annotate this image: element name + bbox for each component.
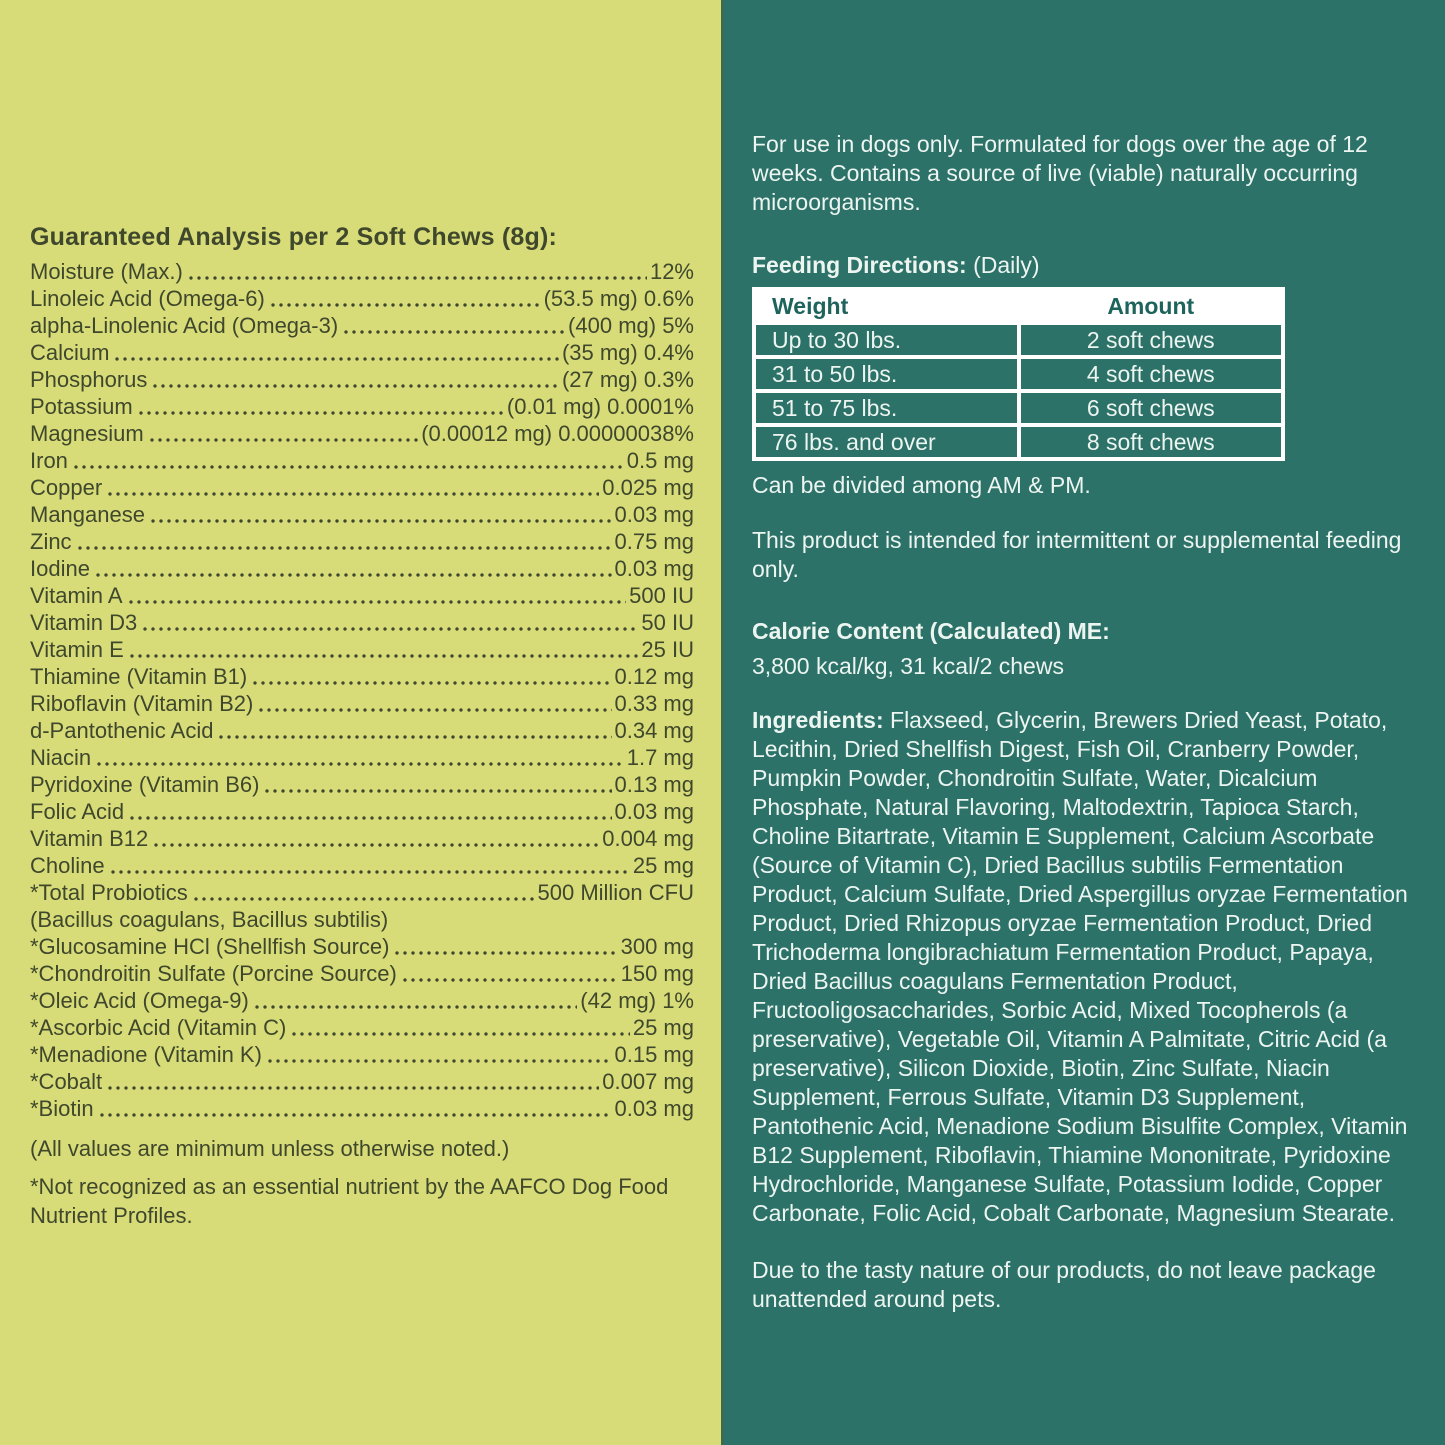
analysis-row xyxy=(30,771,694,798)
analysis-label: Vitamin D3 xyxy=(30,610,138,635)
dotted-leader xyxy=(113,356,558,362)
dotted-leader xyxy=(266,1058,612,1064)
analysis-value: 0.03 mg xyxy=(614,556,694,581)
analysis-label: *Biotin xyxy=(30,1096,94,1121)
dotted-leader xyxy=(109,869,630,875)
table-cell-amount: 2 soft chews xyxy=(1021,325,1282,355)
analysis-label: alpha-Linolenic Acid (Omega-3) xyxy=(30,313,339,338)
analysis-row xyxy=(30,987,694,1014)
table-cell-amount: 8 soft chews xyxy=(1021,427,1282,457)
dotted-leader xyxy=(148,437,419,443)
dotted-leader xyxy=(342,329,565,335)
analysis-row xyxy=(30,879,694,906)
aafco-footnote: *Not recognized as an essential nutrient by the AAFCO Dog Food Nutrient Profiles. xyxy=(30,1174,669,1228)
caution-note: Due to the tasty nature of our products, do not leave package unattended around pets. xyxy=(752,1257,1376,1312)
analysis-row xyxy=(30,744,694,771)
dotted-leader xyxy=(253,1004,577,1010)
dotted-leader xyxy=(257,707,611,713)
dotted-leader xyxy=(217,734,611,740)
analysis-label: Moisture (Max.) xyxy=(30,259,183,284)
analysis-label: *Chondroitin Sulfate (Porcine Source) xyxy=(30,961,397,986)
guaranteed-analysis-list xyxy=(30,258,694,1122)
guaranteed-analysis-title: Guaranteed Analysis per 2 Soft Chews (8g): xyxy=(30,223,558,251)
dotted-leader xyxy=(106,491,599,497)
analysis-value: 150 mg xyxy=(620,961,694,986)
analysis-value: 12% xyxy=(649,259,694,284)
feeding-directions-label: Feeding Directions: xyxy=(752,252,967,278)
analysis-label: *Glucosamine HCl (Shellfish Source) xyxy=(30,934,390,959)
analysis-label: Calcium xyxy=(30,340,110,365)
analysis-label: *Menadione (Vitamin K) xyxy=(30,1042,262,1067)
analysis-label: Potassium xyxy=(30,394,133,419)
analysis-label: Copper xyxy=(30,475,103,500)
analysis-row xyxy=(30,393,694,420)
analysis-row xyxy=(30,717,694,744)
analysis-label: Zinc xyxy=(30,529,72,554)
dotted-leader xyxy=(401,977,618,983)
analysis-label: *Oleic Acid (Omega-9) xyxy=(30,988,249,1013)
analysis-row xyxy=(30,501,694,528)
analysis-value: (35 mg) 0.4% xyxy=(561,340,694,365)
analysis-value: 0.03 mg xyxy=(614,1096,694,1121)
analysis-label: Manganese xyxy=(30,502,145,527)
analysis-value: 500 IU xyxy=(629,583,694,608)
analysis-value: 0.13 mg xyxy=(614,772,694,797)
analysis-value: (53.5 mg) 0.6% xyxy=(543,286,694,311)
analysis-label: Niacin xyxy=(30,745,92,770)
feeding-directions-heading xyxy=(752,251,1412,280)
analysis-value: 0.5 mg xyxy=(626,448,694,473)
analysis-value: 0.03 mg xyxy=(614,502,694,527)
analysis-label: *Cobalt xyxy=(30,1069,103,1094)
analysis-label: Choline xyxy=(30,853,105,878)
analysis-label: Thiamine (Vitamin B1) xyxy=(30,664,248,689)
analysis-row xyxy=(30,474,694,501)
analysis-row xyxy=(30,1095,694,1122)
intermittent-feeding-note: This product is intended for intermittent or supplemental feeding only. xyxy=(752,527,1402,582)
analysis-row xyxy=(30,1014,694,1041)
analysis-label: Vitamin E xyxy=(30,637,124,662)
dotted-leader xyxy=(290,1031,630,1037)
usage-intro: For use in dogs only. Formulated for dogs over the age of 12 weeks. Contains a source of live (viable) naturally occurring microorganisms. xyxy=(752,131,1368,215)
guaranteed-analysis-panel xyxy=(0,0,721,1445)
analysis-label: Magnesium xyxy=(30,421,144,446)
analysis-row xyxy=(30,798,694,825)
analysis-label: Linoleic Acid (Omega-6) xyxy=(30,286,265,311)
table-cell-weight: 31 to 50 lbs. xyxy=(756,359,1017,389)
analysis-value: 0.007 mg xyxy=(602,1069,694,1094)
analysis-value: (400 mg) 5% xyxy=(568,313,694,338)
analysis-row xyxy=(30,258,694,285)
analysis-label: Pyridoxine (Vitamin B6) xyxy=(30,772,260,797)
analysis-value: 0.75 mg xyxy=(614,529,694,554)
analysis-value: 0.15 mg xyxy=(614,1042,694,1067)
analysis-row xyxy=(30,906,694,933)
analysis-label: Folic Acid xyxy=(30,799,125,824)
table-cell-amount: 4 soft chews xyxy=(1021,359,1282,389)
analysis-value: 0.025 mg xyxy=(602,475,694,500)
ingredients-text: Flaxseed, Glycerin, Brewers Dried Yeast, Potato, Lecithin, Dried Shellfish Digest, Fish Oil, Cranberry Powder, Pumpkin Powder, Chondroitin Sulfate, Water, Dicalcium Phosphate, Natural Flavoring, Maltodextrin, Tapioca Starch, Choline Bitartrate, Vitamin E Supplement, Calcium Ascorbate (Source of Vitamin C), Dried Bacillus subtilis Fermentation Product, Calcium Sulfate, Dried Aspergillus oryzae Fermentation Product, Dried Rhizopus oryzae Fermentation Product, Dried Trichoderma longibrachiatum Fermentation Product, Papaya, Dried Bacillus coagulans Fermentation Product, Fructooligosaccharides, Sorbic Acid, Mixed Tocopherols (a preservative), Vegetable Oil, Vitamin A Palmitate, Citric Acid (a preservative), Silicon Dioxide, Biotin, Zinc Sulfate, Niacin Supplement, Ferrous Sulfate, Vitamin D3 Supplement, Pantothenic Acid, Menadione Sodium Bisulfite Complex, Vitamin B12 Supplement, Riboflavin, Thiamine Mononitrate, Pyridoxine Hydrochloride, Manganese Sulfate, Potassium Iodide, Copper Carbonate, Folic Acid, Cobalt Carbonate, Magnesium Stearate. xyxy=(752,707,1408,1226)
dotted-leader xyxy=(94,572,612,578)
analysis-label: Iron xyxy=(30,448,68,473)
analysis-label: Riboflavin (Vitamin B2) xyxy=(30,691,254,716)
dotted-leader xyxy=(106,1085,599,1091)
analysis-row xyxy=(30,636,694,663)
table-header-amount: Amount xyxy=(1021,291,1282,321)
analysis-value: 0.33 mg xyxy=(614,691,694,716)
dotted-leader xyxy=(128,653,639,659)
analysis-label: Phosphorus xyxy=(30,367,148,392)
feeding-directions-table xyxy=(752,287,1285,461)
divide-note: Can be divided among AM & PM. xyxy=(752,472,1091,498)
table-cell-weight: 76 lbs. and over xyxy=(756,427,1017,457)
dotted-leader xyxy=(127,599,627,605)
analysis-row xyxy=(30,1068,694,1095)
analysis-value: 25 IU xyxy=(641,637,694,662)
calorie-content-heading: Calorie Content (Calculated) ME: xyxy=(752,618,1110,644)
dotted-leader xyxy=(151,383,559,389)
analysis-value: (0.01 mg) 0.0001% xyxy=(506,394,694,419)
dotted-leader xyxy=(393,950,617,956)
analysis-value: 1.7 mg xyxy=(626,745,694,770)
analysis-row xyxy=(30,825,694,852)
table-cell-weight: Up to 30 lbs. xyxy=(756,325,1017,355)
analysis-row xyxy=(30,339,694,366)
analysis-label: *Total Probiotics xyxy=(30,880,188,905)
dotted-leader xyxy=(192,896,535,902)
feeding-directions-daily: (Daily) xyxy=(966,252,1040,278)
analysis-value: 300 mg xyxy=(620,934,694,959)
analysis-row xyxy=(30,285,694,312)
dotted-leader xyxy=(76,545,612,551)
analysis-row xyxy=(30,852,694,879)
dotted-leader xyxy=(149,518,612,524)
table-cell-amount: 6 soft chews xyxy=(1021,393,1282,423)
analysis-row xyxy=(30,528,694,555)
analysis-value: 0.004 mg xyxy=(602,826,694,851)
analysis-value: 500 Million CFU xyxy=(537,880,694,905)
dotted-leader xyxy=(137,410,504,416)
calorie-content-value: 3,800 kcal/kg, 31 kcal/2 chews xyxy=(752,653,1064,679)
analysis-value: 25 mg xyxy=(632,1015,694,1040)
analysis-value: (42 mg) 1% xyxy=(580,988,694,1013)
directions-panel xyxy=(721,0,1445,1445)
analysis-row xyxy=(30,960,694,987)
analysis-label: *Ascorbic Acid (Vitamin C) xyxy=(30,1015,287,1040)
dotted-leader xyxy=(128,815,611,821)
analysis-value: 25 mg xyxy=(632,853,694,878)
analysis-value: 0.03 mg xyxy=(614,799,694,824)
dotted-leader xyxy=(72,464,624,470)
dotted-leader xyxy=(251,680,611,686)
analysis-label: Iodine xyxy=(30,556,90,581)
analysis-row xyxy=(30,582,694,609)
dotted-leader xyxy=(187,275,647,281)
analysis-row xyxy=(30,555,694,582)
analysis-value: 0.34 mg xyxy=(614,718,694,743)
analysis-value: 50 IU xyxy=(641,610,694,635)
analysis-row xyxy=(30,663,694,690)
analysis-label: (Bacillus coagulans, Bacillus subtilis) xyxy=(30,907,389,932)
table-header-weight: Weight xyxy=(756,291,1017,321)
analysis-row xyxy=(30,690,694,717)
dotted-leader xyxy=(152,842,599,848)
minimum-values-note: (All values are minimum unless otherwise noted.) xyxy=(30,1136,510,1161)
analysis-row xyxy=(30,933,694,960)
analysis-label: d-Pantothenic Acid xyxy=(30,718,214,743)
analysis-value: 0.12 mg xyxy=(614,664,694,689)
analysis-label: Vitamin B12 xyxy=(30,826,149,851)
dotted-leader xyxy=(269,302,541,308)
analysis-row xyxy=(30,1041,694,1068)
ingredients-paragraph xyxy=(752,706,1412,1228)
analysis-row xyxy=(30,609,694,636)
analysis-row xyxy=(30,420,694,447)
analysis-row xyxy=(30,312,694,339)
analysis-row xyxy=(30,366,694,393)
table-cell-weight: 51 to 75 lbs. xyxy=(756,393,1017,423)
dotted-leader xyxy=(141,626,638,632)
analysis-row xyxy=(30,447,694,474)
dotted-leader xyxy=(263,788,611,794)
ingredients-label: Ingredients: xyxy=(752,707,884,733)
analysis-value: (0.00012 mg) 0.00000038% xyxy=(421,421,694,446)
dotted-leader xyxy=(98,1112,612,1118)
analysis-value: (27 mg) 0.3% xyxy=(561,367,694,392)
analysis-label: Vitamin A xyxy=(30,583,123,608)
dotted-leader xyxy=(95,761,624,767)
